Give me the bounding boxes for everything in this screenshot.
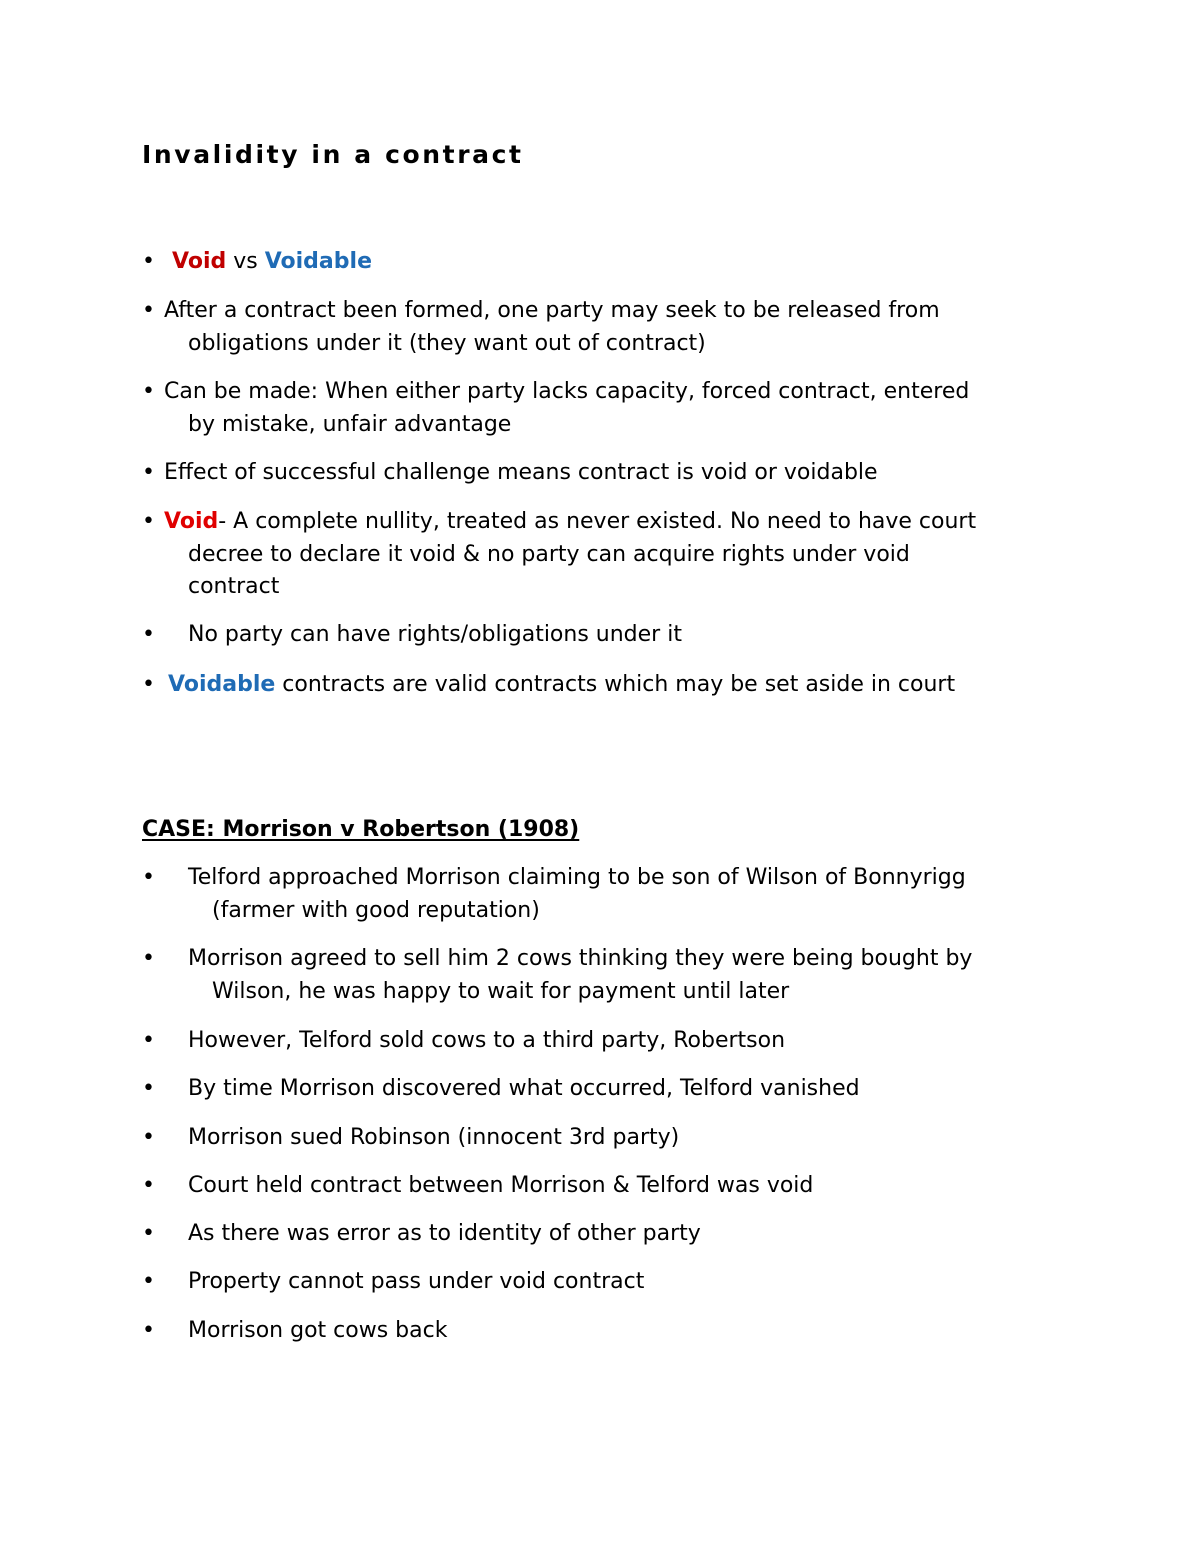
bullet: • — [142, 1269, 155, 1294]
list-item-text: As there was error as to identity of other party — [188, 1221, 701, 1246]
list-item-text: Wilson, he was happy to wait for payment until later — [212, 979, 790, 1004]
list-item-text: Can be made: When either party lacks capacity, forced contract, entered — [164, 379, 970, 404]
list-item-text: Property cannot pass under void contract — [188, 1269, 645, 1294]
bullet: • — [142, 865, 155, 890]
list-item-text: Effect of successful challenge means contract is void or voidable — [164, 460, 878, 485]
list-item-text: Court held contract between Morrison & Telford was void — [188, 1173, 814, 1198]
list-item-text: by mistake, unfair advantage — [188, 412, 512, 437]
list-item-text: Morrison agreed to sell him 2 cows thinking they were being bought by — [188, 946, 973, 971]
bullet: • — [142, 460, 155, 485]
list-item-text: decree to declare it void & no party can acquire rights under void — [188, 542, 910, 567]
list-item-text: contract — [188, 574, 280, 599]
bullet: • — [142, 379, 155, 404]
bullet: • — [142, 1125, 155, 1150]
bullet: • — [142, 1221, 155, 1246]
page-title: Invalidity in a contract — [142, 140, 524, 169]
bullet: • — [142, 672, 155, 697]
list-item-text: After a contract been formed, one party may seek to be released from — [164, 298, 940, 323]
bullet: • — [142, 509, 155, 534]
bullet: • — [142, 1028, 155, 1053]
case-heading: CASE: Morrison v Robertson (1908) — [142, 817, 580, 842]
bullet: • — [142, 946, 155, 971]
bullet: • — [142, 298, 155, 323]
list-item-text: Void vs Voidable — [172, 249, 372, 274]
list-item-text: No party can have rights/obligations under it — [188, 622, 682, 647]
bullet: • — [142, 622, 155, 647]
list-item-text: Telford approached Morrison claiming to be son of Wilson of Bonnyrigg — [188, 865, 966, 890]
list-item-text: Void- A complete nullity, treated as never existed. No need to have court — [164, 509, 977, 534]
list-item-text: (farmer with good reputation) — [212, 898, 540, 923]
list-item-text: Morrison sued Robinson (innocent 3rd party) — [188, 1125, 680, 1150]
list-item-text: By time Morrison discovered what occurred, Telford vanished — [188, 1076, 860, 1101]
list-item-text: However, Telford sold cows to a third party, Robertson — [188, 1028, 786, 1053]
list-item-text: obligations under it (they want out of contract) — [188, 331, 706, 356]
list-item-text: Morrison got cows back — [188, 1318, 448, 1343]
bullet: • — [142, 1076, 155, 1101]
bullet: • — [142, 1173, 155, 1198]
bullet: • — [142, 1318, 155, 1343]
bullet: • — [142, 249, 155, 274]
list-item-text: Voidable contracts are valid contracts which may be set aside in court — [168, 672, 956, 697]
